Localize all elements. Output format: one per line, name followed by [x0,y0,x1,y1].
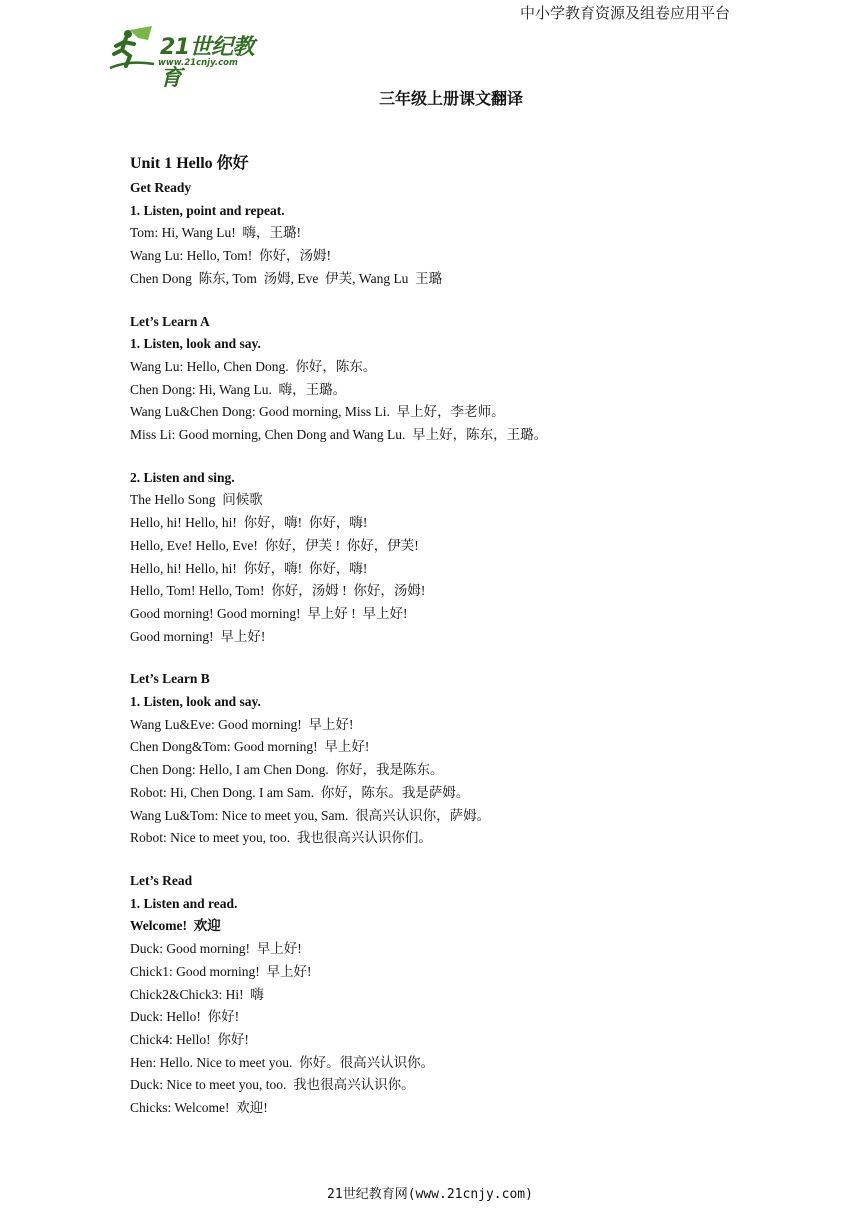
dialogue-line: Wang Lu: Hello, Chen Dong. 你好，陈东。 [130,358,377,374]
dialogue-line: Chick2&Chick3: Hi! 嗨 [130,986,264,1002]
exercise-heading: 1. Listen and read. [130,895,238,911]
section-heading: Let’s Learn B [130,671,210,687]
dialogue-line: Duck: Nice to meet you, too. 我也很高兴认识你。 [130,1077,415,1093]
exercise-heading: 2. Listen and sing. [130,469,235,485]
dialogue-line: The Hello Song 问候歌 [130,492,263,508]
platform-header: 中小学教育资源及组卷应用平台 [519,4,730,22]
story-title: Welcome! 欢迎 [130,918,221,934]
dialogue-line: Robot: Hi, Chen Dong. I am Sam. 你好，陈东。我是萨姆。 [130,784,470,800]
logo-url: www.21cnjy.com [158,58,238,68]
page-footer: 21世纪教育网(www.21cnjy.com) [327,1187,533,1202]
section-spacer [130,850,770,870]
dialogue-line: Wang Lu&Tom: Nice to meet you, Sam. 很高兴认识你，萨姆。 [130,807,491,823]
site-logo [108,24,273,91]
dialogue-line: Chen Dong&Tom: Good morning! 早上好! [130,739,370,755]
dialogue-line: Good morning! 早上好! [130,628,266,644]
dialogue-line: Tom: Hi, Wang Lu! 嗨，王璐! [130,225,301,241]
dialogue-line: Chen Dong 陈东, Tom 汤姆, Eve 伊芙, Wang Lu 王璐 [130,270,443,286]
dialogue-line: Hen: Hello. Nice to meet you. 你好。很高兴认识你。 [130,1054,435,1070]
section-spacer [130,291,770,311]
logo-text: 21世纪教育 [160,35,255,91]
section-heading: Let’s Read [130,872,193,888]
dialogue-line: Chick4: Hello! 你好! [130,1031,249,1047]
dialogue-line: Chen Dong: Hi, Wang Lu. 嗨，王璐。 [130,381,347,397]
dialogue-line: Hello, Eve! Hello, Eve! 你好，伊芙 ! 你好，伊芙! [130,537,419,553]
dialogue-line: Wang Lu: Hello, Tom! 你好，汤姆! [130,248,331,264]
runner-logo-icon [108,24,160,70]
section-spacer [130,648,770,668]
exercise-heading: 1. Listen, look and say. [130,336,261,352]
dialogue-line: Chicks: Welcome! 欢迎! [130,1100,268,1116]
dialogue-line: Hello, Tom! Hello, Tom! 你好，汤姆 ! 你好，汤姆! [130,583,426,599]
dialogue-line: Wang Lu&Eve: Good morning! 早上好! [130,716,354,732]
dialogue-line: Chen Dong: Hello, I am Chen Dong. 你好，我是陈东。 [130,762,444,778]
dialogue-line: Chick1: Good morning! 早上好! [130,963,312,979]
dialogue-line: Good morning! Good morning! 早上好 ! 早上好! [130,605,408,621]
document-body [130,152,770,1120]
document-title: 三年级上册课文翻译 [378,89,523,108]
unit-title: Unit 1 Hello 你好 [130,155,249,172]
dialogue-line: Duck: Good morning! 早上好! [130,941,302,957]
dialogue-line: Miss Li: Good morning, Chen Dong and Wang Lu. 早上好，陈东，王璐。 [130,427,548,443]
dialogue-line: Hello, hi! Hello, hi! 你好，嗨! 你好，嗨! [130,515,368,531]
exercise-heading: 1. Listen, look and say. [130,694,261,710]
dialogue-line: Robot: Nice to meet you, too. 我也很高兴认识你们。 [130,830,432,846]
section-heading: Let’s Learn A [130,313,210,329]
section-heading: Get Ready [130,180,192,195]
exercise-heading: 1. Listen, point and repeat. [130,202,285,218]
dialogue-line: Duck: Hello! 你好! [130,1009,240,1025]
dialogue-line: Wang Lu&Chen Dong: Good morning, Miss Li. 早上好，李老师。 [130,404,505,420]
dialogue-line: Hello, hi! Hello, hi! 你好，嗨! 你好，嗨! [130,560,368,576]
subsection-spacer [130,447,770,467]
